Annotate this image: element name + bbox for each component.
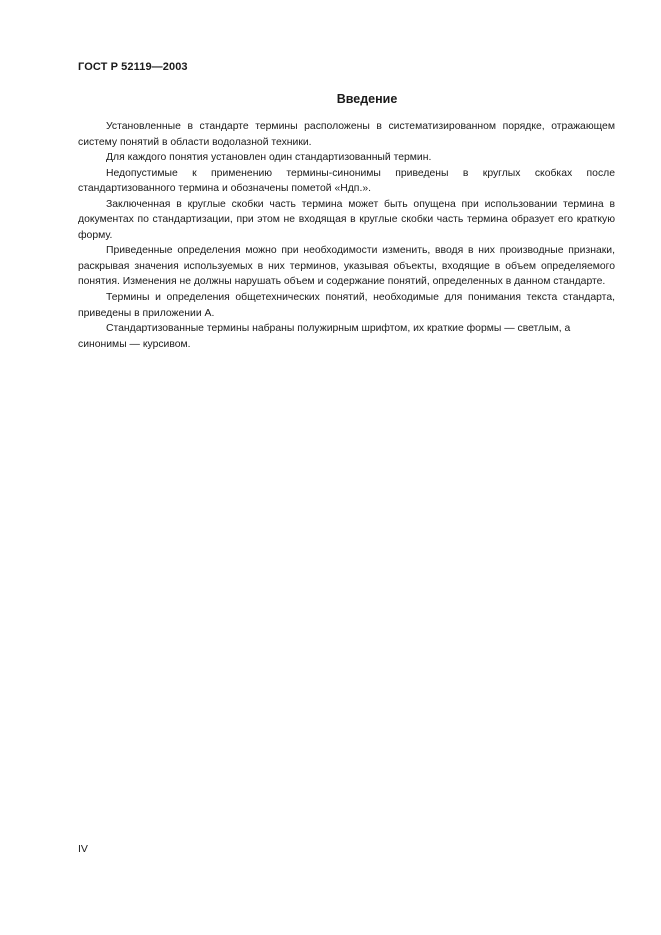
paragraph-definitions: Приведенные определения можно при необходимости изменить, вводя в них производные признаки, раскрывая значения используемых в них терминов, указывая объекты, входящие в объем определяемого понятия. Изменения не должны нарушать объем и содержание понятий, определенных в данном стандарте. [78,245,615,288]
paragraph-arrangement: Установленные в стандарте термины расположены в систематизированном порядке, отражающем систему понятий в области водолазной техники. [78,121,615,148]
paragraph-appendix: Термины и определения общетехнических понятий, необходимые для понимания текста стандарта, приведены в приложении А. [78,292,615,319]
paragraph-synonyms: Недопустимые к применению термины-синонимы приведены в круглых скобках после стандартизованного термина и обозначены пометой «Ндп.». [78,167,615,195]
page-number: IV [78,843,88,855]
section-title: Введение [336,92,398,106]
document-code-header: ГОСТ Р 52119—2003 [78,61,188,73]
paragraph-single-term: Для каждого понятия установлен один стандартизованный термин. [106,152,432,164]
paragraph-typography: Стандартизованные термины набраны полужирным шрифтом, их краткие формы — светлым, а синонимы — курсивом. [78,323,571,350]
paragraph-brackets: Заключенная в круглые скобки часть термина может быть опущена при использовании термина в документах по стандартизации, при этом не входящая в круглые скобки часть термина образует его краткую форму. [78,198,615,241]
introduction-body [78,119,615,352]
